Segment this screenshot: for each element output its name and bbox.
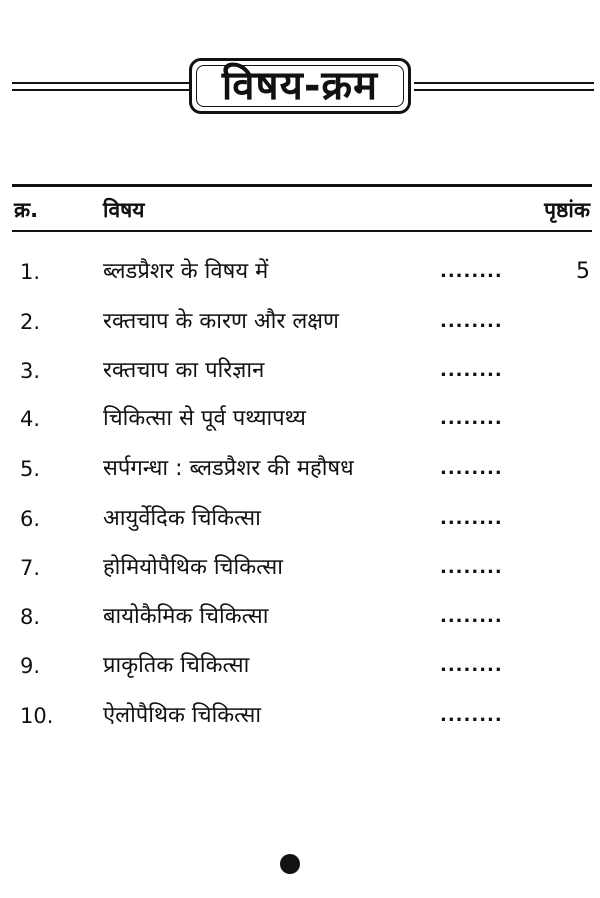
entry-number: 4. [20,407,41,431]
entry-leader: ........ [440,508,503,529]
list-item [0,351,600,391]
list-item [0,302,600,342]
entry-number: 1. [20,260,41,284]
entry-number: 8. [20,605,41,629]
header-page: पृष्ठांक [544,198,590,222]
list-item [0,597,600,637]
entry-subject: चिकित्सा से पूर्व पथ्यापथ्य [103,406,306,431]
list-item [0,696,600,736]
entry-subject: आयुर्वेदिक चिकित्सा [103,506,261,531]
entry-subject: ऐलोपैथिक चिकित्सा [103,703,262,728]
entry-number: 7. [20,556,41,580]
list-item [0,548,600,588]
header-subject: विषय [103,198,145,222]
title-rule-right [414,82,594,92]
entry-leader: ........ [440,606,503,627]
entry-number: 6. [20,507,41,531]
page-title: विषय-क्रम [221,63,379,109]
entry-subject: रक्तचाप का परिज्ञान [103,358,265,383]
entry-leader: ........ [440,360,503,381]
entry-leader: ........ [440,557,503,578]
header-rule-bottom [12,230,592,232]
entry-leader: ........ [440,408,503,429]
entry-subject: रक्तचाप के कारण और लक्षण [103,309,339,334]
title-frame [189,58,411,114]
entry-number: 10. [20,704,54,728]
entry-leader: ........ [440,705,503,726]
list-item [0,646,600,686]
list-item [0,499,600,539]
entry-number: 9. [20,654,41,678]
entry-subject: होमियोपैथिक चिकित्सा [103,555,283,580]
page-bullet-ornament [280,854,300,874]
entry-leader: ........ [440,655,503,676]
title-rule-left [12,82,190,92]
list-item [0,449,600,489]
entry-page: 5 [576,259,590,284]
list-item [0,399,600,439]
entry-number: 2. [20,310,41,334]
entry-subject: बायोकैमिक चिकित्सा [103,604,269,629]
entry-leader: ........ [440,311,503,332]
header-rule-top [12,184,592,187]
entry-subject: प्राकृतिक चिकित्सा [103,653,250,678]
entry-subject: ब्लडप्रैशर के विषय में [103,259,269,284]
list-item [0,252,600,292]
entry-number: 3. [20,359,41,383]
entry-number: 5. [20,457,41,481]
entry-subject: सर्पगन्धा : ब्लडप्रैशर की महौषध [103,456,354,481]
header-number: क्र. [14,198,39,222]
entry-leader: ........ [440,261,503,282]
entry-leader: ........ [440,458,503,479]
